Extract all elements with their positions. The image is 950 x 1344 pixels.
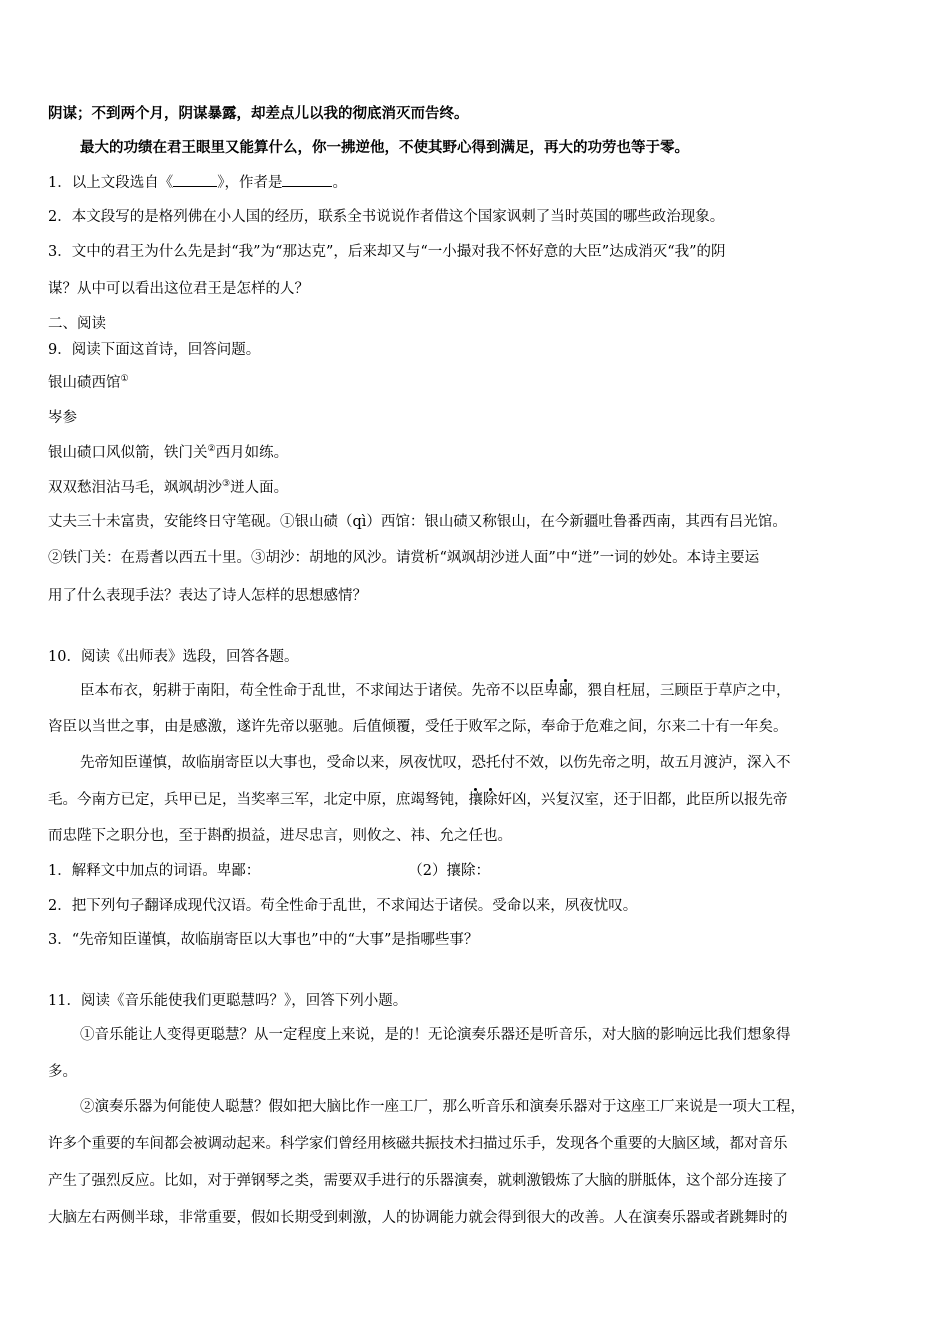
dotted-char: 鄙: [558, 683, 573, 699]
question-10-prompt: 10．阅读《出师表》选段，回答各题。: [48, 649, 299, 665]
question-8-1: 1．以上文段选自《 》，作者是 。: [48, 172, 904, 194]
answer-blank[interactable]: [173, 172, 217, 187]
passage-line: ②演奏乐器为何能使人聪慧？假如把大脑比作一座工厂，那么听音乐和演奏乐器对于这座工厂来说是一项大工程，: [80, 1099, 805, 1115]
passage-line: 阴谋；不到两个月，阴谋暴露，却差点儿以我的彻底消灭而告终。: [48, 105, 469, 122]
question-9-text: ②铁门关：在焉耆以西五十里。③胡沙：胡地的风沙。请赏析“飒飒胡沙迸人面”中“迸”一词的妙处。本诗主要运: [48, 550, 760, 566]
dotted-char: 卑: [544, 683, 559, 699]
poem-line: 银山碛口风似箭，铁门关②西月如练。: [48, 444, 289, 461]
question-11-prompt: 11．阅读《音乐能使我们更聪慧吗？》，回答下列小题。: [48, 993, 408, 1009]
passage-line: 最大的功绩在君王眼里又能算什么，你一拂逆他，不使其野心得到满足，再大的功劳也等于零。: [80, 139, 689, 156]
passage-line: 咨臣以当世之事，由是感激，遂许先帝以驱驰。后值倾覆，受任于败军之际，奉命于危难之间，尔来二十有一年矣。: [48, 719, 788, 735]
question-9-prompt: 9．阅读下面这首诗，回答问题。: [48, 342, 261, 358]
poem-author: 岑参: [48, 410, 77, 426]
question-9-text: 用了什么表现手法？表达了诗人怎样的思想感情？: [48, 588, 367, 604]
poem-line: 丈夫三十未富贵，安能终日守笔砚。①银山碛（qì）西馆：银山碛又称银山，在今新疆吐鲁番西南，其西有吕光馆。: [48, 514, 787, 530]
passage-line: 毛。今南方已定，兵甲已足，当奖率三军，北定中原，庶竭驽钝，攘除奸凶，兴复汉室，还于旧都，此臣所以报先帝: [48, 792, 788, 808]
passage-line: 多。: [48, 1064, 77, 1080]
question-10-3: 3．“先帝知臣谨慎，故临崩寄臣以大事也”中的“大事”是指哪些事？: [48, 932, 479, 948]
passage-line: 许多个重要的车间都会被调动起来。科学家们曾经用核磁共振技术扫描过乐手，发现各个重要的大脑区域，都对音乐: [48, 1136, 788, 1152]
answer-blank[interactable]: [282, 172, 332, 187]
footnote-mark: ③: [222, 479, 231, 490]
poem-line: 双双愁泪沾马毛，飒飒胡沙③迸人面。: [48, 479, 289, 496]
footnote-mark: ①: [120, 374, 129, 385]
section-heading: 二、阅读: [48, 316, 106, 332]
question-8-2: 2．本文段写的是格列佛在小人国的经历，联系全书说说作者借这个国家讽刺了当时英国的哪些政治现象。: [48, 209, 725, 225]
passage-line: 大脑左右两侧半球，非常重要，假如长期受到刺激，人的协调能力就会得到很大的改善。人在演奏乐器或者跳舞时的: [48, 1210, 788, 1226]
dotted-char: 攘: [468, 792, 483, 808]
question-8-3: 3．文中的君王为什么先是封“我”为“那达克”，后来却又与“一小撮对我不怀好意的大臣”达成消灭“我”的阴: [48, 244, 726, 260]
passage-line: 而忠陛下之职分也，至于斟酌损益，进尽忠言，则攸之、祎、允之任也。: [48, 828, 512, 844]
question-8-3-cont: 谋？从中可以看出这位君王是怎样的人？: [48, 281, 309, 297]
poem-title: 银山碛西馆①: [48, 374, 129, 391]
passage-line: ①音乐能让人变得更聪慧？从一定程度上来说，是的！无论演奏乐器还是听音乐，对大脑的影响远比我们想象得: [80, 1027, 791, 1043]
question-10-2: 2．把下列句子翻译成现代汉语。苟全性命于乱世，不求闻达于诸侯。受命以来，夙夜忧叹。: [48, 898, 638, 914]
passage-line: 产生了强烈反应。比如，对于弹钢琴之类，需要双手进行的乐器演奏，就刺激锻炼了大脑的胼胝体，这个部分连接了: [48, 1173, 788, 1189]
passage-line: 先帝知臣谨慎，故临崩寄臣以大事也，受命以来，夙夜忧叹，恐托付不效，以伤先帝之明，故五月渡泸，深入不: [80, 755, 791, 771]
passage-line: 臣本布衣，躬耕于南阳，苟全性命于乱世，不求闻达于诸侯。先帝不以臣卑鄙，猥自枉屈，三顾臣于草庐之中，: [80, 683, 791, 699]
question-10-1: 1．解释文中加点的词语。卑鄙： （2）攘除：: [48, 863, 490, 879]
dotted-char: 除: [483, 792, 498, 808]
footnote-mark: ②: [207, 444, 216, 455]
